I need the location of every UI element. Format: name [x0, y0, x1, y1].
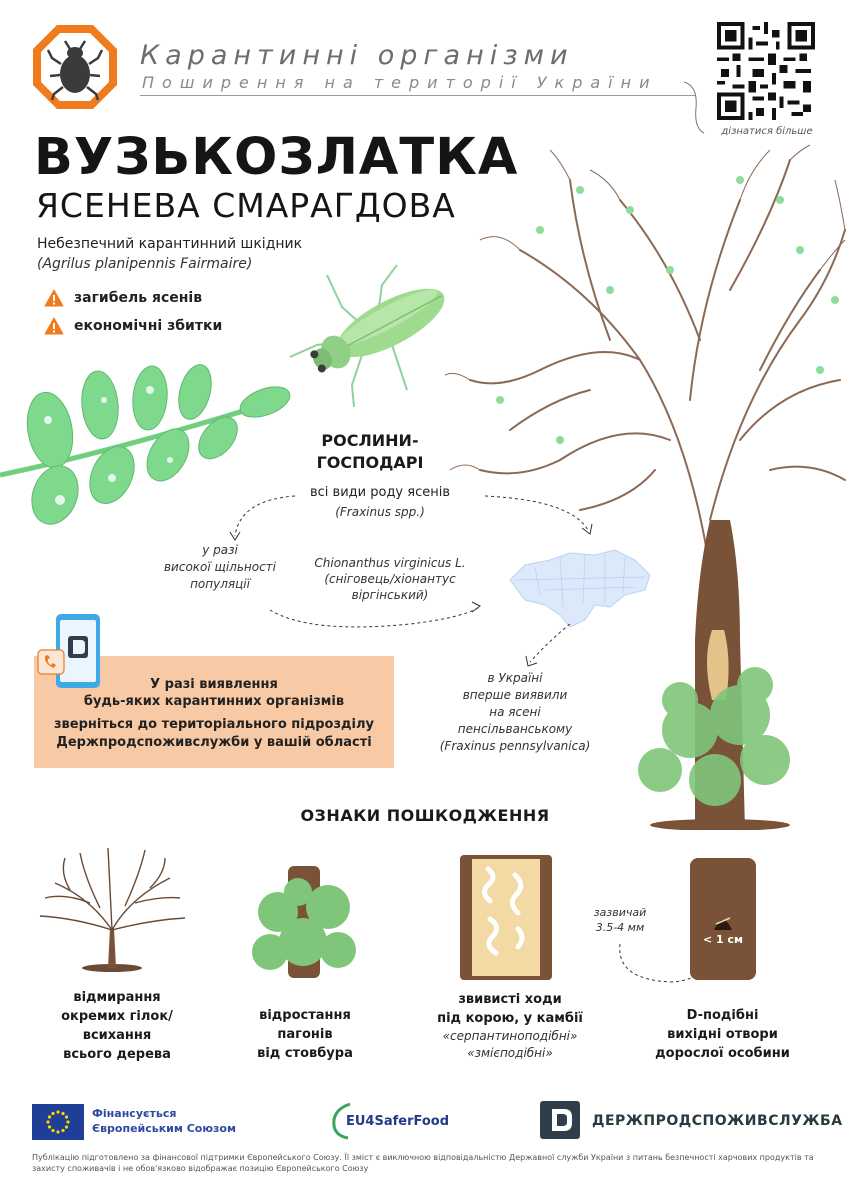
caption-line: «серпантиноподібні»	[442, 1029, 578, 1043]
caption-line: окремих гілок/	[61, 1009, 173, 1024]
header-divider	[140, 95, 695, 96]
damage-sign-caption	[235, 1006, 375, 1063]
contact-line: Держпродспоживслужби у вашій області	[56, 735, 372, 750]
chionanthus-note	[305, 555, 475, 603]
quarantine-beetle-logo-icon	[30, 22, 120, 112]
qr-code-icon[interactable]	[717, 22, 815, 120]
caption-line: звивисті ходи	[458, 992, 562, 1007]
damage-sign-caption	[410, 990, 610, 1028]
warning-item	[44, 288, 202, 308]
eu-flag-icon	[32, 1104, 84, 1140]
contact-line: будь-яких карантинних організмів	[83, 694, 345, 709]
chionanthus-line: Chionanthus virginicus L.	[314, 556, 466, 570]
contact-text-top	[34, 676, 394, 710]
series-subtitle: Поширення на території України	[142, 73, 658, 92]
trunk-shoots-icon	[248, 862, 358, 984]
contact-line: У разі виявлення	[150, 677, 278, 692]
ukraine-note-line: в Україні	[487, 671, 543, 685]
warning-triangle-icon	[44, 289, 64, 307]
contact-text-bottom	[34, 716, 394, 752]
d-shaped-exit-hole-icon	[690, 858, 756, 980]
chionanthus-line: (сніговець/хіонантус	[324, 572, 456, 586]
caption-line: «змієподібні»	[467, 1046, 553, 1060]
ukraine-note-line: (Fraxinus pennsylvanica)	[439, 739, 591, 753]
hole-size-note	[580, 905, 660, 935]
high-density-line: у разі	[202, 543, 238, 557]
ukraine-first-detection-note	[420, 670, 610, 755]
eu-funding-text	[92, 1106, 236, 1136]
warning-text: економічні збитки	[74, 318, 223, 334]
funding-disclaimer: Публікацію підготовлено за фінансової підтримки Європейського Союзу. Її зміст є виключною відповідальністю Державної служби України з питань безпечності харчових продуктів та захисту споживачів і не обов'язково відображає позицію Європейського Союзу	[32, 1153, 814, 1173]
caption-line: вихідні отвори	[667, 1027, 778, 1042]
damage-signs-title: ОЗНАКИ ПОШКОДЖЕННЯ	[300, 806, 550, 825]
caption-line: під корою, у камбії	[437, 1011, 583, 1026]
page-subtitle: ЯСЕНЕВА СМАРАГДОВА	[36, 186, 456, 225]
high-density-note	[140, 542, 300, 593]
eu-funding-line: Європейським Союзом	[92, 1122, 236, 1135]
series-title: Карантинні організми	[140, 40, 574, 71]
caption-line: D-подібні	[686, 1008, 759, 1023]
eu4saferfood-logo-text: EU4SaferFood	[346, 1114, 450, 1129]
chionanthus-line: віргінський)	[351, 588, 429, 602]
dying-tree-icon	[30, 838, 190, 978]
damage-sign-caption	[640, 1006, 805, 1063]
hole-size-label: < 1 см	[702, 933, 744, 946]
hole-size-line: 3.5-4 мм	[595, 921, 645, 934]
qr-caption: дізнатися більше	[721, 126, 813, 137]
page-title: ВУЗЬКОЗЛАТКА	[34, 128, 519, 187]
hole-size-line: зазвичай	[593, 906, 647, 919]
pest-description: Небезпечний карантинний шкідник	[37, 236, 303, 252]
caption-line: відростання	[259, 1008, 351, 1023]
ukraine-note-line: пенсільванському	[457, 722, 573, 736]
contact-line: зверніться до територіального підрозділу	[54, 717, 374, 732]
caption-line: всього дерева	[63, 1047, 171, 1062]
larval-galleries-icon	[460, 855, 552, 980]
hosts-title-line: ГОСПОДАРІ	[316, 453, 424, 472]
high-density-line: популяції	[190, 577, 250, 591]
ukraine-note-line: вперше виявили	[462, 688, 568, 702]
hosts-title-line: РОСЛИНИ-	[321, 431, 419, 450]
qr-pointer-arrow-icon	[680, 78, 710, 138]
caption-line: від стовбура	[257, 1046, 353, 1061]
caption-line: пагонів	[277, 1027, 333, 1042]
caption-line: дорослої особини	[655, 1046, 790, 1061]
hosts-all-species: всі види роду ясенів	[310, 485, 450, 500]
damage-sign-caption	[42, 988, 192, 1064]
dps-logo-icon	[540, 1101, 580, 1139]
warning-item	[44, 316, 222, 336]
pest-latin-name: (Agrilus planipennis Fairmaire)	[37, 256, 253, 272]
dps-logo-text: ДЕРЖПРОДСПОЖИВСЛУЖБА	[592, 1113, 843, 1129]
high-density-line: високої щільності	[163, 560, 277, 574]
damage-sign-caption-italic	[410, 1028, 610, 1062]
ukraine-note-line: на ясені	[489, 705, 541, 719]
hosts-title	[310, 430, 430, 474]
warning-text: загибель ясенів	[74, 290, 203, 306]
emerald-ash-borer-beetle-illustration	[282, 245, 462, 410]
caption-line: всихання	[82, 1028, 152, 1043]
caption-line: відмирання	[73, 990, 161, 1005]
warning-triangle-icon	[44, 317, 64, 335]
hosts-all-species-latin: (Fraxinus spp.)	[335, 505, 425, 519]
ukraine-connector-arrow	[520, 620, 580, 670]
eu-stars-icon	[32, 1104, 84, 1140]
eu-funding-line: Фінансується	[92, 1107, 177, 1120]
